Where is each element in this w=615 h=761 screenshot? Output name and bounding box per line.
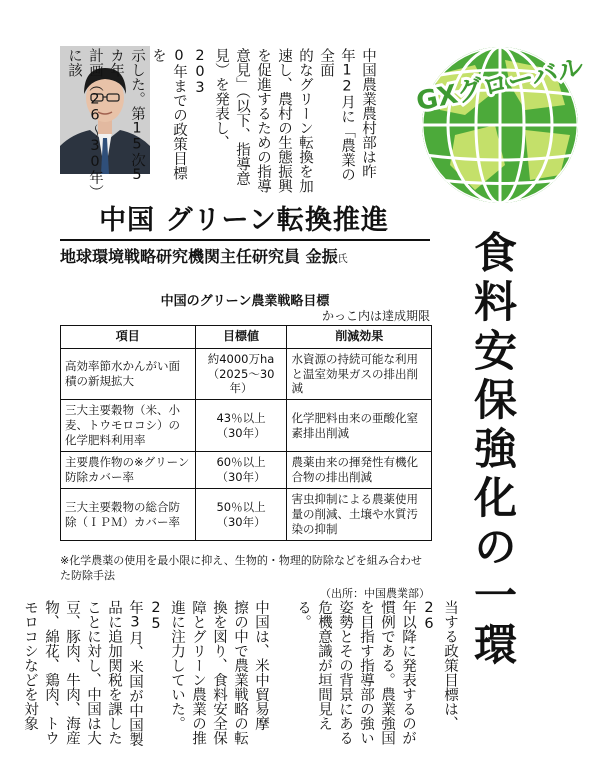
top-article-col: 年12月に「農業の全面 [318, 48, 355, 182]
top-article-col: 中国農業農村部は昨 [360, 48, 376, 179]
top-article-col: 意見」（以下、指導意 [234, 48, 250, 186]
bottom-article-col: 危機意識が垣間見え [316, 600, 332, 731]
table-cell: 主要農作物の※グリーン防除カバー率 [61, 452, 196, 489]
table-row [61, 400, 432, 452]
bottom-article-col: る。 [295, 600, 311, 629]
top-article-col: 的なグリーン転換を加 [297, 48, 313, 193]
table-cell: 約4000万ha （2025〜30年） [195, 348, 287, 400]
bottom-article-col: 擦の中で農業戦略の転 [232, 600, 248, 745]
top-article-col: を促進するための指導 [255, 48, 271, 193]
bottom-article [22, 600, 460, 758]
table-cell: 60％以上 （30年） [195, 452, 287, 489]
table-source: （出所：中国農業部） [320, 587, 430, 600]
bottom-article-col: 当する政策目標は、26 [421, 600, 458, 731]
bottom-article-col: 年以降に発表するのが [400, 600, 416, 745]
bottom-article-col: モロコシなどを対象 [22, 600, 38, 731]
top-article-col: 0年までの政策目標を [150, 48, 187, 180]
bottom-article-col: ことに対し、中国は大 [85, 600, 101, 745]
bottom-article-col: 品に追加関税を課した [106, 600, 122, 745]
bottom-article-col: 豆、豚肉、牛肉、海産 [64, 600, 80, 745]
series-logo-text: GXグローバル [413, 52, 587, 118]
goals-table [60, 325, 432, 541]
bottom-article-col: 姿勢とその背景にある [337, 600, 353, 745]
bottom-article-col: 慣例である。農業強国 [379, 600, 395, 745]
table-header: 目標値 [195, 326, 287, 349]
headline: 中国 グリーン転換推進 [99, 205, 389, 236]
headline-rule [60, 239, 430, 241]
bottom-article-col: 物、綿花、鶏肉、トウ [43, 600, 59, 745]
globe-icon [395, 15, 605, 210]
table-cell: 害虫抑制による農薬使用量の削減、土壌や水質汚染の抑制 [287, 489, 432, 541]
table-header-row [61, 326, 432, 349]
table-title: 中国のグリーン農業戦略目標 [160, 294, 330, 309]
bottom-article-col: 中国は、米中貿易摩 [253, 600, 269, 731]
bottom-article-col: 進に注力していた。25 [148, 600, 185, 731]
table-row [61, 452, 432, 489]
top-article-col: 示した。第15次5カ年 [108, 48, 145, 183]
table-row [61, 348, 432, 400]
table-cell: 農薬由来の揮発性有機化合物の排出削減 [287, 452, 432, 489]
top-article [66, 48, 378, 194]
byline-suffix: 氏 [337, 254, 348, 265]
big-title: 食料安保強化の一環 [467, 230, 517, 671]
table-cell: 化学肥料由来の亜酸化窒素排出削減 [287, 400, 432, 452]
bottom-article-col: 障とグリーン農業の推 [190, 600, 206, 745]
table-header: 削減効果 [287, 326, 432, 349]
table-cell: 三大主要穀物の総合防除（ＩＰＭ）カバー率 [61, 489, 196, 541]
table-cell: 三大主要穀物（米、小麦、トウモロコシ）の化学肥料利用率 [61, 400, 196, 452]
top-article-col: 見）を発表し、203 [192, 48, 229, 150]
series-logo [395, 15, 605, 210]
byline-text: 地球環境戦略研究機関主任研究員 金振 [60, 247, 338, 266]
table-cell: 水資源の持続可能な利用と温室効果ガスの排出削減 [287, 348, 432, 400]
bottom-article-col: 年3月、米国が中国製 [127, 600, 143, 747]
byline [60, 244, 430, 267]
table-footnote: ※化学農薬の使用を最小限に抑え、生物的・物理的防除などを組み合わせた防除手法 [60, 554, 422, 582]
table-note: かっこ内は達成期限 [321, 309, 430, 323]
table-cell: 43％以上 （30年） [195, 400, 287, 452]
table-row [61, 489, 432, 541]
bottom-article-col: 換を図り、食料安全保 [211, 600, 227, 745]
top-article-col: 計画（26〜30年）に該 [66, 48, 103, 192]
top-article-col: 速し、農村の生態振興 [276, 48, 292, 193]
table-header: 項目 [61, 326, 196, 349]
table-cell: 高効率節水かんがい面積の新規拡大 [61, 348, 196, 400]
bottom-article-col: を目指す指導部の強い [358, 600, 374, 745]
table-cell: 50％以上 （30年） [195, 489, 287, 541]
